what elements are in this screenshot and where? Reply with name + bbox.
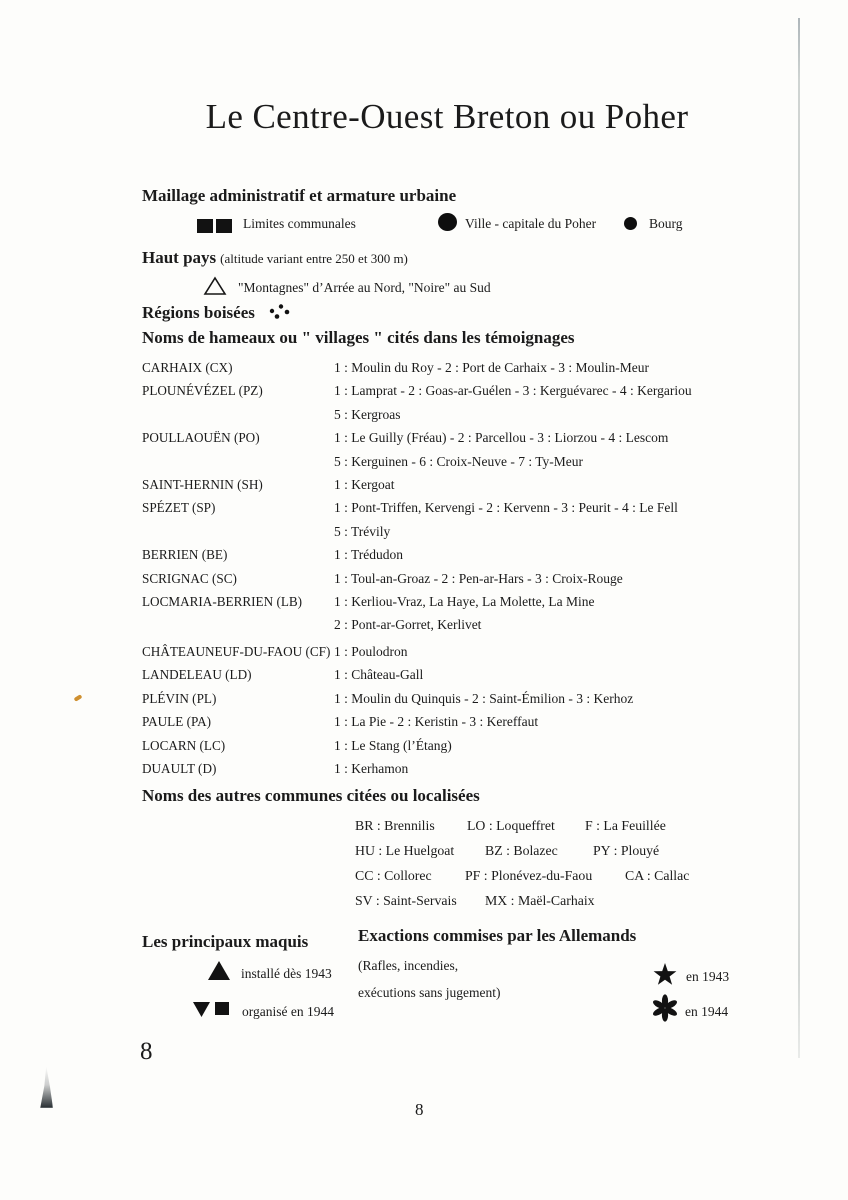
table-row [142, 710, 792, 733]
section-heading-exactions: Exactions commises par les Allemands [358, 926, 637, 945]
star-icon [652, 962, 678, 987]
legend-label-limites: Limites communales [243, 216, 356, 231]
table-row [142, 356, 792, 379]
page-number: 8 [415, 1100, 424, 1119]
village-list: 1 : Kerhamon [334, 760, 409, 776]
village-list: 1 : Le Stang (l’Étang) [334, 737, 452, 753]
commune-name: CHÂTEAUNEUF-DU-FAOU (CF) [142, 643, 331, 659]
table-row [142, 426, 792, 473]
abbr-item: PY : Plouyé [593, 843, 660, 858]
village-list: 1 : Pont-Triffen, Kervengi - 2 : Kervenn - 3 : Peurit - 4 : Le Fell [334, 500, 678, 516]
village-list: 1 : Trédudon [334, 547, 404, 563]
abbr-item: BR : Brennilis [355, 818, 435, 833]
commune-name: LOCMARIA-BERRIEN (LB) [142, 594, 303, 610]
scan-smudge-mark [38, 1066, 53, 1108]
mountains-label: "Montagnes" d’Arrée au Nord, "Noire" au Sud [238, 280, 491, 295]
asterisk-icon [650, 993, 680, 1023]
legend-label-capitale: Ville - capitale du Poher [465, 216, 597, 231]
page-title: Le Centre-Ouest Breton ou Poher [205, 97, 689, 136]
commune-name: BERRIEN (BE) [142, 547, 228, 563]
commune-name: PAULE (PA) [142, 714, 212, 730]
scan-speck-mark [74, 694, 83, 702]
village-list: 1 : Poulodron [334, 643, 408, 659]
abbr-item: CC : Collorec [355, 868, 432, 883]
abbr-item: SV : Saint-Servais [355, 893, 457, 908]
table-row [142, 496, 792, 543]
exactions-note-line1: (Rafles, incendies, [358, 958, 459, 973]
table-row [142, 543, 792, 566]
abbr-item: CA : Callac [625, 868, 690, 883]
commune-name: SAINT-HERNIN (SH) [142, 477, 263, 493]
village-list: 1 : Lamprat - 2 : Goas-ar-Guélen - 3 : Kerguévarec - 4 : Kergariou [334, 383, 692, 399]
boundary-square-icon [216, 219, 232, 233]
maquis-triangle-up-icon [208, 961, 230, 980]
table-row [142, 663, 792, 686]
maquis-square-icon [215, 1002, 229, 1015]
maquis-triangle-down-icon [193, 1002, 210, 1017]
table-row [142, 640, 792, 663]
commune-name: PLÉVIN (PL) [142, 690, 217, 706]
mountain-triangle-icon [203, 276, 227, 296]
section-heading-regions-boisees [142, 303, 293, 323]
village-list: 1 : Moulin du Quinquis - 2 : Saint-Émilion - 3 : Kerhoz [334, 690, 634, 706]
village-list: 2 : Pont-ar-Gorret, Kerlivet [334, 617, 482, 633]
commune-name: SPÉZET (SP) [142, 500, 216, 516]
village-list: 1 : Moulin du Roy - 2 : Port de Carhaix - 3 : Moulin-Meur [334, 360, 649, 375]
scan-fold-line [798, 18, 800, 1058]
commune-name: POULLAOUËN (PO) [142, 430, 260, 446]
abbr-item: PF : Plonévez-du-Faou [465, 868, 593, 883]
table-row [142, 734, 792, 757]
abbr-item: BZ : Bolazec [485, 843, 558, 858]
village-list: 1 : Kergoat [334, 477, 395, 493]
table-row [142, 567, 792, 590]
village-list: 1 : Toul-an-Groaz - 2 : Pen-ar-Hars - 3 : Croix-Rouge [334, 570, 623, 586]
commune-name: CARHAIX (CX) [142, 360, 233, 375]
maquis-label-1944: organisé en 1944 [242, 1004, 334, 1019]
commune-name: LANDELEAU (LD) [142, 667, 252, 683]
table-row [142, 379, 792, 426]
commune-name: DUAULT (D) [142, 760, 217, 776]
abbr-item: F : La Feuillée [585, 818, 666, 833]
village-list: 5 : Trévily [334, 523, 391, 539]
village-list: 5 : Kergroas [334, 406, 401, 422]
folio-number: 8 [140, 1038, 153, 1065]
commune-abbreviations [355, 814, 735, 919]
village-list: 1 : Château-Gall [334, 667, 424, 683]
section-heading-maquis: Les principaux maquis [142, 932, 309, 951]
village-list: 1 : La Pie - 2 : Keristin - 3 : Kereffaut [334, 714, 539, 730]
commune-name: PLOUNÉVÉZEL (PZ) [142, 383, 263, 399]
commune-name: SCRIGNAC (SC) [142, 570, 237, 586]
haut-pays-note: (altitude variant entre 250 et 300 m) [220, 251, 408, 266]
commune-name: LOCARN (LC) [142, 737, 226, 753]
wooded-area-dots-icon [267, 303, 293, 320]
section-heading-admin: Maillage administratif et armature urbaine [142, 186, 457, 205]
maquis-label-1943: installé dès 1943 [241, 966, 332, 981]
table-row [142, 757, 792, 780]
legend-label-bourg: Bourg [649, 216, 683, 231]
table-row [142, 473, 792, 496]
section-heading-autres-communes: Noms des autres communes citées ou localisées [142, 786, 480, 805]
bourg-dot-icon [624, 217, 637, 230]
section-heading-haut-pays [142, 248, 408, 268]
village-list: 1 : Le Guilly (Fréau) - 2 : Parcellou - 3 : Liorzou - 4 : Lescom [334, 430, 669, 446]
abbr-item: MX : Maël-Carhaix [485, 893, 595, 908]
haut-pays-heading: Haut pays [142, 248, 217, 267]
boundary-square-icon [197, 219, 213, 233]
communal-boundary-icon [197, 219, 232, 233]
table-row [142, 590, 792, 637]
hameaux-table [142, 356, 792, 780]
village-list: 5 : Kerguinen - 6 : Croix-Neuve - 7 : Ty-Meur [334, 453, 584, 469]
exactions-label-1944: en 1944 [685, 1004, 729, 1019]
table-row [142, 687, 792, 710]
village-list: 1 : Kerliou-Vraz, La Haye, La Molette, La Mine [334, 594, 595, 610]
capital-dot-icon [438, 213, 457, 231]
exactions-label-1943: en 1943 [686, 969, 730, 984]
exactions-note-line2: exécutions sans jugement) [358, 985, 501, 1000]
abbr-item: LO : Loqueffret [467, 818, 555, 833]
regions-boisees-heading: Régions boisées [142, 303, 255, 322]
section-heading-hameaux: Noms de hameaux ou " villages " cités dans les témoignages [142, 328, 575, 347]
abbr-item: HU : Le Huelgoat [355, 843, 455, 858]
